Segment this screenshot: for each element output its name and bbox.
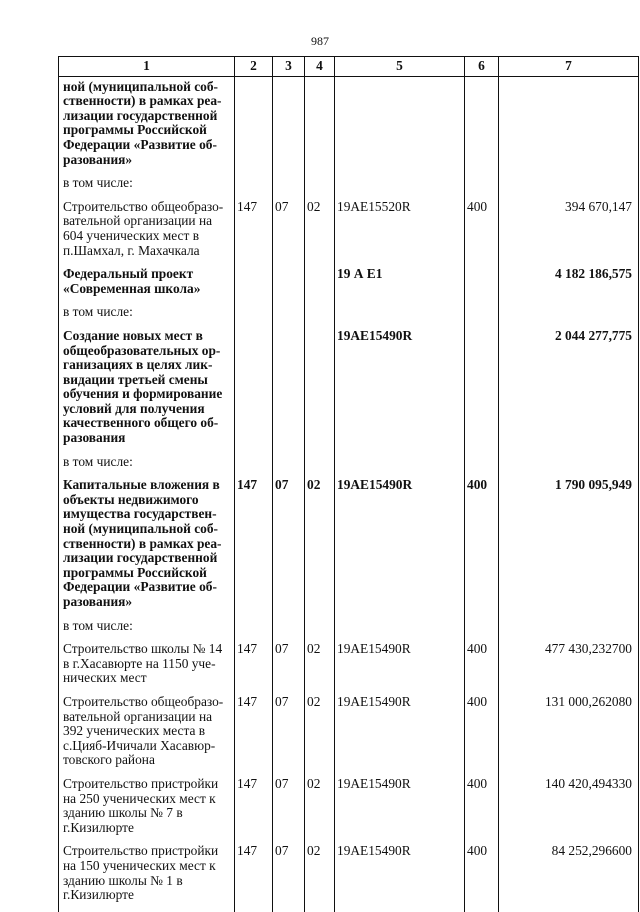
section-code bbox=[273, 455, 305, 479]
column-header: 7 bbox=[499, 57, 639, 77]
subsection-code: 02 bbox=[305, 478, 335, 618]
table-row bbox=[59, 200, 639, 267]
table-row bbox=[59, 777, 639, 844]
amount-value: 140 420,494330 bbox=[499, 777, 639, 844]
row-description: в том числе: bbox=[59, 455, 235, 479]
table-row bbox=[59, 478, 639, 618]
section-code bbox=[273, 76, 305, 176]
section-code: 07 bbox=[273, 777, 305, 844]
section-code: 07 bbox=[273, 478, 305, 618]
section-code bbox=[273, 267, 305, 305]
expense-type-code: 400 bbox=[465, 777, 499, 844]
column-header: 3 bbox=[273, 57, 305, 77]
table-row bbox=[59, 844, 639, 911]
section-code bbox=[273, 619, 305, 643]
expense-type-code bbox=[465, 76, 499, 176]
ministry-code: 147 bbox=[235, 200, 273, 267]
subsection-code: 02 bbox=[305, 200, 335, 267]
row-description: Строительство школы № 14 в г.Хасавюрте на 1150 уче- нических мест bbox=[59, 642, 235, 695]
expense-type-code bbox=[465, 267, 499, 305]
subsection-code: 02 bbox=[305, 695, 335, 777]
subsection-code bbox=[305, 267, 335, 305]
column-header: 4 bbox=[305, 57, 335, 77]
ministry-code: 147 bbox=[235, 642, 273, 695]
table-row bbox=[59, 642, 639, 695]
amount-value bbox=[499, 619, 639, 643]
subsection-code: 02 bbox=[305, 642, 335, 695]
expense-type-code bbox=[465, 455, 499, 479]
expense-type-code: 400 bbox=[465, 695, 499, 777]
target-article-code: 19AE15490R bbox=[335, 642, 465, 695]
amount-value: 84 252,296600 bbox=[499, 844, 639, 911]
table-row bbox=[59, 455, 639, 479]
expense-type-code: 400 bbox=[465, 200, 499, 267]
ministry-code: 147 bbox=[235, 777, 273, 844]
ministry-code: 147 bbox=[235, 695, 273, 777]
target-article-code: 19 А Е1 bbox=[335, 267, 465, 305]
row-description: в том числе: bbox=[59, 619, 235, 643]
table-row bbox=[59, 695, 639, 777]
expense-type-code bbox=[465, 619, 499, 643]
amount-value: 477 430,232700 bbox=[499, 642, 639, 695]
expense-type-code: 400 bbox=[465, 478, 499, 618]
ministry-code bbox=[235, 619, 273, 643]
target-article-code: 19AE15490R bbox=[335, 478, 465, 618]
column-header: 5 bbox=[335, 57, 465, 77]
row-description: Федеральный проект «Современная школа» bbox=[59, 267, 235, 305]
section-code: 07 bbox=[273, 642, 305, 695]
column-header: 1 bbox=[59, 57, 235, 77]
subsection-code: 02 bbox=[305, 844, 335, 911]
target-article-code: 19AE15490R bbox=[335, 777, 465, 844]
section-code: 07 bbox=[273, 695, 305, 777]
ministry-code: 147 bbox=[235, 844, 273, 911]
column-header: 6 bbox=[465, 57, 499, 77]
ministry-code bbox=[235, 76, 273, 176]
ministry-code bbox=[235, 176, 273, 200]
amount-value: 394 670,147 bbox=[499, 200, 639, 267]
amount-value bbox=[499, 176, 639, 200]
expense-type-code bbox=[465, 305, 499, 329]
target-article-code bbox=[335, 455, 465, 479]
target-article-code bbox=[335, 176, 465, 200]
amount-value: 1 790 095,949 bbox=[499, 478, 639, 618]
ministry-code: 147 bbox=[235, 478, 273, 618]
subsection-code bbox=[305, 176, 335, 200]
amount-value bbox=[499, 76, 639, 176]
table-row bbox=[59, 619, 639, 643]
target-article-code: 19AE15490R bbox=[335, 329, 465, 455]
amount-value bbox=[499, 455, 639, 479]
table-row bbox=[59, 267, 639, 305]
target-article-code: 19AE15490R bbox=[335, 695, 465, 777]
subsection-code: 02 bbox=[305, 777, 335, 844]
subsection-code bbox=[305, 329, 335, 455]
target-article-code bbox=[335, 76, 465, 176]
expense-type-code bbox=[465, 329, 499, 455]
row-description: в том числе: bbox=[59, 305, 235, 329]
section-code bbox=[273, 176, 305, 200]
amount-value: 2 044 277,775 bbox=[499, 329, 639, 455]
ministry-code bbox=[235, 305, 273, 329]
expense-type-code: 400 bbox=[465, 844, 499, 911]
table-row bbox=[59, 76, 639, 176]
section-code bbox=[273, 305, 305, 329]
table-row bbox=[59, 176, 639, 200]
amount-value bbox=[499, 305, 639, 329]
budget-table bbox=[58, 56, 639, 912]
subsection-code bbox=[305, 76, 335, 176]
page-number: 987 bbox=[311, 34, 329, 48]
subsection-code bbox=[305, 305, 335, 329]
row-description: Строительство общеобразо- вательной организации на 392 ученических места в с.Цияб-Ичичали Хасавюр- товского района bbox=[59, 695, 235, 777]
amount-value: 131 000,262080 bbox=[499, 695, 639, 777]
table-header-row bbox=[59, 57, 639, 77]
subsection-code bbox=[305, 455, 335, 479]
row-description: Строительство пристройки на 150 ученических мест к зданию школы № 1 в г.Кизилюрте bbox=[59, 844, 235, 911]
table-row bbox=[59, 329, 639, 455]
row-description: Строительство общеобразо- вательной организации на 604 ученических мест в п.Шамхал, г. Махачкала bbox=[59, 200, 235, 267]
target-article-code: 19AE15520R bbox=[335, 200, 465, 267]
expense-type-code bbox=[465, 176, 499, 200]
ministry-code bbox=[235, 267, 273, 305]
expense-type-code: 400 bbox=[465, 642, 499, 695]
ministry-code bbox=[235, 455, 273, 479]
target-article-code bbox=[335, 619, 465, 643]
amount-value: 4 182 186,575 bbox=[499, 267, 639, 305]
row-description: в том числе: bbox=[59, 176, 235, 200]
row-description: Строительство пристройки на 250 ученических мест к зданию школы № 7 в г.Кизилюрте bbox=[59, 777, 235, 844]
section-code: 07 bbox=[273, 844, 305, 911]
target-article-code: 19AE15490R bbox=[335, 844, 465, 911]
section-code: 07 bbox=[273, 200, 305, 267]
row-description: Капитальные вложения в объекты недвижимого имущества государствен- ной (муниципальной соб- ственности) в рамках реа- лизации государственной программы Российской Федерации «Развитие об- разования» bbox=[59, 478, 235, 618]
row-description: Создание новых мест в общеобразовательных ор- ганизациях в целях лик- видации третьей смены обучения и формирование условий для получения качественного общего об- разования bbox=[59, 329, 235, 455]
subsection-code bbox=[305, 619, 335, 643]
ministry-code bbox=[235, 329, 273, 455]
column-header: 2 bbox=[235, 57, 273, 77]
table-body bbox=[59, 76, 639, 912]
row-description: ной (муниципальной соб- ственности) в рамках реа- лизации государственной программы Российской Федерации «Развитие об- разования» bbox=[59, 76, 235, 176]
target-article-code bbox=[335, 305, 465, 329]
table-row bbox=[59, 305, 639, 329]
section-code bbox=[273, 329, 305, 455]
